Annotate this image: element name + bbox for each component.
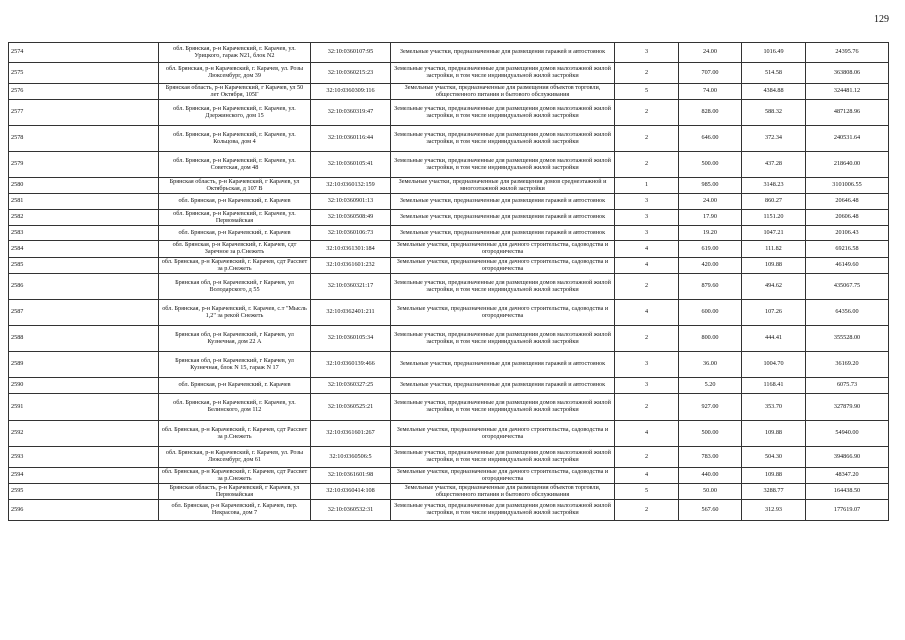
table-row xyxy=(9,43,889,63)
row-land-use: Земельные участки, предназначенные для размещения объектов торговли, общественного питания и бытового обслуживания xyxy=(391,484,615,500)
row-cadastral-value: 240531.64 xyxy=(806,126,889,152)
row-group: 3 xyxy=(615,352,679,378)
row-address: обл. Брянская, р-н Карачевский, г. Карачев, пер. Некрасова, дом 7 xyxy=(159,500,311,521)
table-row xyxy=(9,421,889,447)
row-area: 828.00 xyxy=(679,100,742,126)
row-cadastral-number: 32:10:0360106:73 xyxy=(311,226,391,241)
row-group: 4 xyxy=(615,241,679,258)
row-land-use: Земельные участки, предназначенные для размещения домов малоэтажной жилой застройки, в том числе индивидуальной жилой застройки xyxy=(391,326,615,352)
row-address: обл. Брянская, р-н Карачевский, г. Карачев, сдт Рассвет за р.Снежеть xyxy=(159,258,311,274)
row-specific-value: 1168.41 xyxy=(742,378,806,394)
row-land-use: Земельные участки, предназначенные для дачного строительства, садоводства и огородничества xyxy=(391,241,615,258)
row-address: Брянская обл, р-н Карачевский, г Карачев, ул Володарского, д 55 xyxy=(159,274,311,300)
table-row xyxy=(9,63,889,84)
row-land-use: Земельные участки, предназначенные для дачного строительства, садоводства и огородничества xyxy=(391,258,615,274)
row-area: 879.60 xyxy=(679,274,742,300)
row-number: 2575 xyxy=(9,63,159,84)
row-number: 2576 xyxy=(9,84,159,100)
row-cadastral-value: 20646.48 xyxy=(806,194,889,210)
row-cadastral-number: 32:10:0360105:41 xyxy=(311,152,391,178)
row-land-use: Земельные участки, предназначенные для дачного строительства, садоводства и огородничества xyxy=(391,300,615,326)
table-row xyxy=(9,274,889,300)
table-row xyxy=(9,447,889,468)
row-group: 2 xyxy=(615,152,679,178)
table-row xyxy=(9,126,889,152)
row-specific-value: 111.82 xyxy=(742,241,806,258)
row-cadastral-value: 363808.06 xyxy=(806,63,889,84)
row-area: 985.00 xyxy=(679,178,742,194)
row-land-use: Земельные участки, предназначенные для размещения домов среднеэтажной и многоэтажной жилой застройки xyxy=(391,178,615,194)
row-cadastral-number: 32:10:0360215:23 xyxy=(311,63,391,84)
row-area: 24.00 xyxy=(679,43,742,63)
row-cadastral-number: 32:10:0360901:13 xyxy=(311,194,391,210)
row-address: обл. Брянская, р-н Карачевский, г. Карачев, ул. Розы Люксембург, дом 39 xyxy=(159,63,311,84)
row-group: 4 xyxy=(615,300,679,326)
row-land-use: Земельные участки, предназначенные для размещения домов малоэтажной жилой застройки, в том числе индивидуальной жилой застройки xyxy=(391,63,615,84)
table-row xyxy=(9,468,889,484)
row-specific-value: 1016.49 xyxy=(742,43,806,63)
row-group: 4 xyxy=(615,421,679,447)
row-cadastral-value: 46149.60 xyxy=(806,258,889,274)
row-land-use: Земельные участки, предназначенные для размещения гаражей и автостоянок xyxy=(391,43,615,63)
row-group: 2 xyxy=(615,447,679,468)
row-cadastral-value: 435067.75 xyxy=(806,274,889,300)
row-land-use: Земельные участки, предназначенные для размещения гаражей и автостоянок xyxy=(391,352,615,378)
table-row xyxy=(9,300,889,326)
row-area: 24.00 xyxy=(679,194,742,210)
row-address: Брянская область, р-н Карачевский, г Карачев, ул 50 лет Октября, 105Г xyxy=(159,84,311,100)
row-specific-value: 860.27 xyxy=(742,194,806,210)
row-cadastral-value: 327879.90 xyxy=(806,394,889,421)
row-land-use: Земельные участки, предназначенные для размещения гаражей и автостоянок xyxy=(391,194,615,210)
row-specific-value: 504.30 xyxy=(742,447,806,468)
row-cadastral-number: 32:10:0360105:34 xyxy=(311,326,391,352)
row-group: 3 xyxy=(615,194,679,210)
row-cadastral-value: 355528.00 xyxy=(806,326,889,352)
row-number: 2580 xyxy=(9,178,159,194)
row-cadastral-value: 20106.43 xyxy=(806,226,889,241)
row-cadastral-value: 324481.12 xyxy=(806,84,889,100)
row-group: 5 xyxy=(615,484,679,500)
row-cadastral-number: 32:10:0362401:211 xyxy=(311,300,391,326)
row-specific-value: 3148.23 xyxy=(742,178,806,194)
row-specific-value: 1004.70 xyxy=(742,352,806,378)
row-number: 2587 xyxy=(9,300,159,326)
row-number: 2582 xyxy=(9,210,159,226)
table-row xyxy=(9,194,889,210)
row-cadastral-value: 24395.76 xyxy=(806,43,889,63)
row-number: 2584 xyxy=(9,241,159,258)
row-land-use: Земельные участки, предназначенные для размещения домов малоэтажной жилой застройки, в том числе индивидуальной жилой застройки xyxy=(391,126,615,152)
table-row xyxy=(9,352,889,378)
row-address: обл. Брянская, р-н Карачевский, г. Карачев, ул. Дзержинского, дом 15 xyxy=(159,100,311,126)
row-specific-value: 494.62 xyxy=(742,274,806,300)
row-area: 783.00 xyxy=(679,447,742,468)
row-specific-value: 312.93 xyxy=(742,500,806,521)
row-land-use: Земельные участки, предназначенные для размещения домов малоэтажной жилой застройки, в том числе индивидуальной жилой застройки xyxy=(391,152,615,178)
row-area: 646.00 xyxy=(679,126,742,152)
row-address: Брянская обл, р-н Карачевский, г Карачев, ул Кузнечная, блок N 15, гараж N 17 xyxy=(159,352,311,378)
table-row xyxy=(9,210,889,226)
row-land-use: Земельные участки, предназначенные для размещения объектов торговли, общественного питания и бытового обслуживания xyxy=(391,84,615,100)
row-number: 2574 xyxy=(9,43,159,63)
table-row xyxy=(9,484,889,500)
row-area: 17.90 xyxy=(679,210,742,226)
row-land-use: Земельные участки, предназначенные для размещения домов малоэтажной жилой застройки, в том числе индивидуальной жилой застройки xyxy=(391,394,615,421)
row-cadastral-number: 32:10:0360327:25 xyxy=(311,378,391,394)
row-number: 2586 xyxy=(9,274,159,300)
row-area: 567.60 xyxy=(679,500,742,521)
row-number: 2589 xyxy=(9,352,159,378)
row-area: 50.00 xyxy=(679,484,742,500)
row-cadastral-number: 32:10:0360107:95 xyxy=(311,43,391,63)
row-land-use: Земельные участки, предназначенные для дачного строительства, садоводства и огородничества xyxy=(391,421,615,447)
row-address: обл. Брянская, р-н Карачевский, г. Карачев, ул. Розы Люксембург, дом 61 xyxy=(159,447,311,468)
row-cadastral-value: 6075.73 xyxy=(806,378,889,394)
row-group: 3 xyxy=(615,226,679,241)
row-land-use: Земельные участки, предназначенные для размещения домов малоэтажной жилой застройки, в том числе индивидуальной жилой застройки xyxy=(391,500,615,521)
page-number: 129 xyxy=(874,14,889,25)
row-specific-value: 4384.88 xyxy=(742,84,806,100)
row-group: 2 xyxy=(615,326,679,352)
row-specific-value: 1151.20 xyxy=(742,210,806,226)
row-cadastral-number: 32:10:0360132:159 xyxy=(311,178,391,194)
row-cadastral-value: 54940.00 xyxy=(806,421,889,447)
row-area: 74.00 xyxy=(679,84,742,100)
row-cadastral-value: 69216.58 xyxy=(806,241,889,258)
row-cadastral-number: 32:10:0361301:184 xyxy=(311,241,391,258)
row-group: 2 xyxy=(615,274,679,300)
row-number: 2591 xyxy=(9,394,159,421)
row-land-use: Земельные участки, предназначенные для размещения домов малоэтажной жилой застройки, в том числе индивидуальной жилой застройки xyxy=(391,447,615,468)
row-number: 2588 xyxy=(9,326,159,352)
table-row xyxy=(9,100,889,126)
row-number: 2578 xyxy=(9,126,159,152)
row-address: обл. Брянская, р-н Карачевский, г. Карачев, ул. Первомайская xyxy=(159,210,311,226)
row-area: 440.00 xyxy=(679,468,742,484)
table-row xyxy=(9,378,889,394)
row-cadastral-number: 32:10:0360525:21 xyxy=(311,394,391,421)
row-group: 3 xyxy=(615,378,679,394)
row-cadastral-number: 32:10:0360508:49 xyxy=(311,210,391,226)
row-group: 3 xyxy=(615,43,679,63)
row-cadastral-number: 32:10:0361601:98 xyxy=(311,468,391,484)
table-row xyxy=(9,326,889,352)
row-cadastral-number: 32:10:0360321:17 xyxy=(311,274,391,300)
row-cadastral-value: 20606.48 xyxy=(806,210,889,226)
row-land-use: Земельные участки, предназначенные для размещения домов малоэтажной жилой застройки, в том числе индивидуальной жилой застройки xyxy=(391,274,615,300)
row-cadastral-value: 164438.50 xyxy=(806,484,889,500)
row-number: 2596 xyxy=(9,500,159,521)
row-group: 2 xyxy=(615,394,679,421)
row-area: 927.00 xyxy=(679,394,742,421)
row-group: 4 xyxy=(615,258,679,274)
table-row xyxy=(9,500,889,521)
row-group: 1 xyxy=(615,178,679,194)
row-address: обл. Брянская, р-н Карачевский, г. Карачев, сдт Заречное за р.Снежеть xyxy=(159,241,311,258)
row-specific-value: 588.32 xyxy=(742,100,806,126)
row-land-use: Земельные участки, предназначенные для размещения гаражей и автостоянок xyxy=(391,378,615,394)
row-cadastral-value: 177619.07 xyxy=(806,500,889,521)
row-address: обл. Брянская, р-н Карачевский, г. Карачев, ул. Белинского, дом 112 xyxy=(159,394,311,421)
row-area: 500.00 xyxy=(679,421,742,447)
row-address: обл. Брянская, р-н Карачевский, г. Карачев, с.т "Мысль 1,2" за рекой Снежеть xyxy=(159,300,311,326)
row-area: 707.00 xyxy=(679,63,742,84)
row-cadastral-number: 32:10:0360139:466 xyxy=(311,352,391,378)
table-row xyxy=(9,152,889,178)
row-area: 420.00 xyxy=(679,258,742,274)
row-address: обл. Брянская, р-н Карачевский, г. Карачев, ул. Кольцова, дом 4 xyxy=(159,126,311,152)
table-body xyxy=(9,43,889,521)
row-land-use: Земельные участки, предназначенные для размещения гаражей и автостоянок xyxy=(391,210,615,226)
row-address: обл. Брянская, р-н Карачевский, г. Карачев xyxy=(159,226,311,241)
row-specific-value: 444.41 xyxy=(742,326,806,352)
row-land-use: Земельные участки, предназначенные для размещения гаражей и автостоянок xyxy=(391,226,615,241)
cadastral-value-table xyxy=(8,42,889,521)
row-number: 2594 xyxy=(9,468,159,484)
row-number: 2579 xyxy=(9,152,159,178)
row-group: 2 xyxy=(615,100,679,126)
row-address: обл. Брянская, р-н Карачевский, г. Карачев, сдт Рассвет за р.Снежеть xyxy=(159,421,311,447)
row-number: 2581 xyxy=(9,194,159,210)
row-cadastral-number: 32:10:0360532:31 xyxy=(311,500,391,521)
row-cadastral-number: 32:10:0360309:116 xyxy=(311,84,391,100)
row-address: обл. Брянская, р-н Карачевский, г. Карачев, сдт Рассвет за р.Снежеть xyxy=(159,468,311,484)
row-cadastral-value: 394866.90 xyxy=(806,447,889,468)
row-cadastral-number: 32:10:0361601:232 xyxy=(311,258,391,274)
row-cadastral-value: 3101006.55 xyxy=(806,178,889,194)
row-group: 2 xyxy=(615,500,679,521)
row-group: 3 xyxy=(615,210,679,226)
row-land-use: Земельные участки, предназначенные для дачного строительства, садоводства и огородничества xyxy=(391,468,615,484)
row-number: 2583 xyxy=(9,226,159,241)
row-specific-value: 372.34 xyxy=(742,126,806,152)
table-row xyxy=(9,241,889,258)
row-address: Брянская обл, р-н Карачевский, г Карачев, ул Кузнечная, дом 22 А xyxy=(159,326,311,352)
row-area: 5.20 xyxy=(679,378,742,394)
row-address: Брянская область, р-н Карачевский, г Карачев, ул Первомайская xyxy=(159,484,311,500)
row-number: 2595 xyxy=(9,484,159,500)
row-cadastral-number: 32:10:0360414:108 xyxy=(311,484,391,500)
row-cadastral-value: 64356.00 xyxy=(806,300,889,326)
row-land-use: Земельные участки, предназначенные для размещения домов малоэтажной жилой застройки, в том числе индивидуальной жилой застройки xyxy=(391,100,615,126)
row-address: обл. Брянская, р-н Карачевский, г. Карачев xyxy=(159,378,311,394)
row-area: 19.20 xyxy=(679,226,742,241)
row-cadastral-number: 32:10:0360116:44 xyxy=(311,126,391,152)
row-specific-value: 1047.21 xyxy=(742,226,806,241)
row-area: 600.00 xyxy=(679,300,742,326)
table-row xyxy=(9,84,889,100)
table-row xyxy=(9,226,889,241)
row-number: 2585 xyxy=(9,258,159,274)
row-area: 36.00 xyxy=(679,352,742,378)
table-row xyxy=(9,178,889,194)
row-area: 800.00 xyxy=(679,326,742,352)
row-cadastral-number: 32:10:0361601:267 xyxy=(311,421,391,447)
row-number: 2593 xyxy=(9,447,159,468)
row-area: 619.00 xyxy=(679,241,742,258)
row-number: 2590 xyxy=(9,378,159,394)
row-group: 2 xyxy=(615,63,679,84)
table-row xyxy=(9,258,889,274)
row-specific-value: 109.88 xyxy=(742,468,806,484)
row-specific-value: 107.26 xyxy=(742,300,806,326)
row-cadastral-value: 487128.96 xyxy=(806,100,889,126)
row-group: 5 xyxy=(615,84,679,100)
row-number: 2592 xyxy=(9,421,159,447)
row-cadastral-value: 36169.20 xyxy=(806,352,889,378)
row-address: обл. Брянская, р-н Карачевский, г. Карачев, ул. Советская, дом 48 xyxy=(159,152,311,178)
row-address: Брянская область, р-н Карачевский, г Карачев, ул Октябрьская, д 107 В xyxy=(159,178,311,194)
row-cadastral-number: 32:10:0360506:5 xyxy=(311,447,391,468)
row-address: обл. Брянская, р-н Карачевский, г. Карачев xyxy=(159,194,311,210)
row-specific-value: 514.58 xyxy=(742,63,806,84)
row-number: 2577 xyxy=(9,100,159,126)
row-specific-value: 353.70 xyxy=(742,394,806,421)
row-specific-value: 3288.77 xyxy=(742,484,806,500)
row-cadastral-value: 218640.00 xyxy=(806,152,889,178)
row-group: 2 xyxy=(615,126,679,152)
row-area: 500.00 xyxy=(679,152,742,178)
row-specific-value: 437.28 xyxy=(742,152,806,178)
row-address: обл. Брянская, р-н Карачевский, г. Карачев, ул. Урицкого, гараж N21, блок N2 xyxy=(159,43,311,63)
row-specific-value: 109.88 xyxy=(742,421,806,447)
row-cadastral-value: 48347.20 xyxy=(806,468,889,484)
row-group: 4 xyxy=(615,468,679,484)
row-specific-value: 109.88 xyxy=(742,258,806,274)
row-cadastral-number: 32:10:0360319:47 xyxy=(311,100,391,126)
table-row xyxy=(9,394,889,421)
